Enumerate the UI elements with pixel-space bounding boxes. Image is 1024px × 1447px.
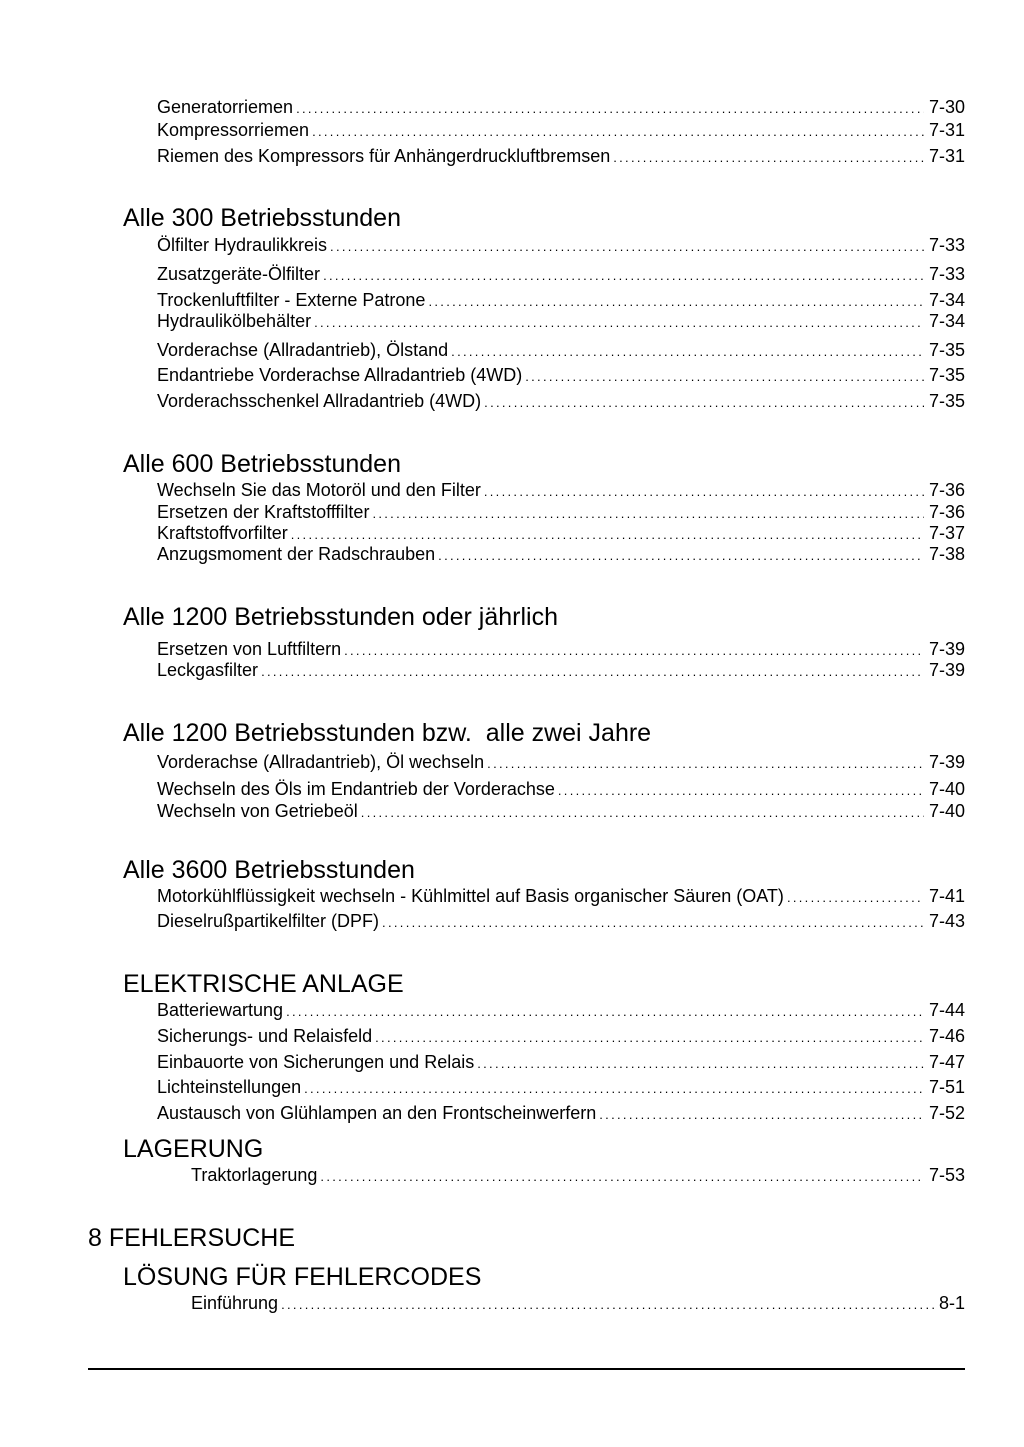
leader-dots xyxy=(323,267,924,285)
toc-entry-label: Wechseln des Öls im Endantrieb der Vorderachse xyxy=(157,779,555,799)
toc-entry[interactable] xyxy=(157,883,965,907)
leader-dots xyxy=(281,1296,934,1314)
toc-entry[interactable] xyxy=(157,1100,965,1124)
leader-dots xyxy=(477,1055,924,1073)
toc-entry[interactable] xyxy=(157,798,965,822)
toc-entry[interactable] xyxy=(157,908,965,932)
toc-entry-label: Batteriewartung xyxy=(157,1000,284,1020)
toc-entry-label: Motorkühlflüssigkeit wechseln - Kühlmittel auf Basis organischer Säuren (OAT) xyxy=(157,886,784,906)
leader-dots xyxy=(382,914,924,932)
toc-entry-label: Ersetzen der Kraftstofffilter xyxy=(157,502,370,522)
toc-entry-label: Leckgasfilter xyxy=(157,660,259,680)
toc-entry-label: Wechseln Sie das Motoröl und den Filter xyxy=(157,480,481,500)
leader-dots xyxy=(296,100,924,118)
leader-dots xyxy=(599,1106,924,1124)
toc-entry[interactable] xyxy=(157,1049,965,1073)
toc-entry-page: 7-38 xyxy=(928,544,965,564)
leader-dots xyxy=(320,1168,924,1186)
toc-entry-label: Sicherungs- und Relaisfeld xyxy=(157,1026,373,1046)
toc-entry-page: 7-43 xyxy=(928,911,965,931)
section-heading: Alle 3600 Betriebsstunden xyxy=(123,856,415,884)
toc-entry-page: 7-35 xyxy=(928,391,965,411)
toc-entry-label: Vorderachse (Allradantrieb), Ölstand xyxy=(157,340,449,360)
toc-entry-label: Dieselrußpartikelfilter (DPF) xyxy=(157,911,380,931)
toc-entry-label: Traktorlagerung xyxy=(191,1165,318,1185)
toc-entry[interactable] xyxy=(157,1074,965,1098)
section-heading: Alle 300 Betriebsstunden xyxy=(123,204,401,232)
toc-entry-label: Kraftstoffvorfilter xyxy=(157,523,288,543)
toc-entry[interactable] xyxy=(157,1023,965,1047)
leader-dots xyxy=(286,1003,924,1021)
toc-entry[interactable] xyxy=(191,1290,965,1314)
toc-entry-label: Ersetzen von Luftfiltern xyxy=(157,639,342,659)
toc-entry-label: Austausch von Glühlampen an den Frontscheinwerfern xyxy=(157,1103,597,1123)
footer-rule xyxy=(88,1368,965,1370)
toc-entry[interactable] xyxy=(157,143,965,167)
section-heading: Alle 1200 Betriebsstunden oder jährlich xyxy=(123,603,558,631)
section-heading: Alle 600 Betriebsstunden xyxy=(123,450,401,478)
toc-entry-page: 7-30 xyxy=(928,97,965,117)
toc-entry-label: Einbauorte von Sicherungen und Relais xyxy=(157,1052,475,1072)
leader-dots xyxy=(525,368,924,386)
leader-dots xyxy=(451,343,924,361)
toc-entry[interactable] xyxy=(157,337,965,361)
toc-entry-label: Wechseln von Getriebeöl xyxy=(157,801,358,821)
toc-entry[interactable] xyxy=(191,1162,965,1186)
toc-entry[interactable] xyxy=(157,308,965,332)
toc-entry[interactable] xyxy=(157,362,965,386)
toc-entry-page: 7-52 xyxy=(928,1103,965,1123)
toc-entry-page: 7-51 xyxy=(928,1077,965,1097)
toc-entry[interactable] xyxy=(157,657,965,681)
toc-entry-page: 7-47 xyxy=(928,1052,965,1072)
toc-entry[interactable] xyxy=(157,477,965,501)
leader-dots xyxy=(361,804,924,822)
toc-entry-page: 7-34 xyxy=(928,311,965,331)
leader-dots xyxy=(330,238,924,256)
toc-entry-page: 7-44 xyxy=(928,1000,965,1020)
toc-entry[interactable] xyxy=(157,749,965,773)
toc-entry-page: 7-35 xyxy=(928,340,965,360)
section-heading: LAGERUNG xyxy=(123,1135,264,1163)
toc-entry-label: Trockenluftfilter - Externe Patrone xyxy=(157,290,426,310)
toc-entry-page: 7-40 xyxy=(928,779,965,799)
toc-entry[interactable] xyxy=(157,117,965,141)
toc-entry-label: Zusatzgeräte-Ölfilter xyxy=(157,264,321,284)
leader-dots xyxy=(261,663,924,681)
toc-entry-label: Generatorriemen xyxy=(157,97,294,117)
toc-entry-page: 7-40 xyxy=(928,801,965,821)
toc-entry[interactable] xyxy=(157,94,965,118)
toc-entry-page: 7-34 xyxy=(928,290,965,310)
section-heading: ELEKTRISCHE ANLAGE xyxy=(123,970,404,998)
toc-entry-label: Ölfilter Hydraulikkreis xyxy=(157,235,328,255)
toc-entry-page: 7-39 xyxy=(928,660,965,680)
toc-entry-label: Kompressorriemen xyxy=(157,120,310,140)
leader-dots xyxy=(484,394,924,412)
toc-entry-label: Lichteinstellungen xyxy=(157,1077,302,1097)
toc-entry[interactable] xyxy=(157,261,965,285)
toc-entry-page: 7-33 xyxy=(928,235,965,255)
leader-dots xyxy=(438,547,924,565)
toc-entry-page: 7-46 xyxy=(928,1026,965,1046)
toc-entry-page: 8-1 xyxy=(938,1293,965,1313)
toc-entry[interactable] xyxy=(157,388,965,412)
leader-dots xyxy=(304,1080,924,1098)
toc-entry[interactable] xyxy=(157,776,965,800)
toc-entry-page: 7-33 xyxy=(928,264,965,284)
toc-entry-page: 7-39 xyxy=(928,639,965,659)
toc-entry-label: Anzugsmoment der Radschrauben xyxy=(157,544,436,564)
leader-dots xyxy=(787,889,924,907)
toc-entry-label: Einführung xyxy=(191,1293,279,1313)
toc-entry-page: 7-35 xyxy=(928,365,965,385)
toc-entry-label: Vorderachse (Allradantrieb), Öl wechseln xyxy=(157,752,485,772)
toc-entry-label: Vorderachsschenkel Allradantrieb (4WD) xyxy=(157,391,482,411)
section-heading: Alle 1200 Betriebsstunden bzw. alle zwei Jahre xyxy=(123,719,652,747)
toc-entry-page: 7-53 xyxy=(928,1165,965,1185)
toc-entry[interactable] xyxy=(157,541,965,565)
leader-dots xyxy=(375,1029,924,1047)
leader-dots xyxy=(314,314,924,332)
toc-entry-page: 7-36 xyxy=(928,502,965,522)
toc-entry[interactable] xyxy=(157,232,965,256)
toc-entry-label: Hydraulikölbehälter xyxy=(157,311,312,331)
toc-entry-page: 7-41 xyxy=(928,886,965,906)
toc-entry[interactable] xyxy=(157,997,965,1021)
chapter-heading: 8 FEHLERSUCHE xyxy=(88,1224,295,1252)
leader-dots xyxy=(312,123,924,141)
leader-dots xyxy=(487,755,924,773)
toc-entry-page: 7-37 xyxy=(928,523,965,543)
toc-entry-page: 7-36 xyxy=(928,480,965,500)
toc-entry-page: 7-31 xyxy=(928,146,965,166)
section-heading: LÖSUNG FÜR FEHLERCODES xyxy=(123,1263,482,1291)
toc-entry-page: 7-39 xyxy=(928,752,965,772)
toc-entry-label: Endantriebe Vorderachse Allradantrieb (4WD) xyxy=(157,365,523,385)
toc-entry-label: Riemen des Kompressors für Anhängerdruckluftbremsen xyxy=(157,146,611,166)
leader-dots xyxy=(613,149,924,167)
toc-entry-page: 7-31 xyxy=(928,120,965,140)
